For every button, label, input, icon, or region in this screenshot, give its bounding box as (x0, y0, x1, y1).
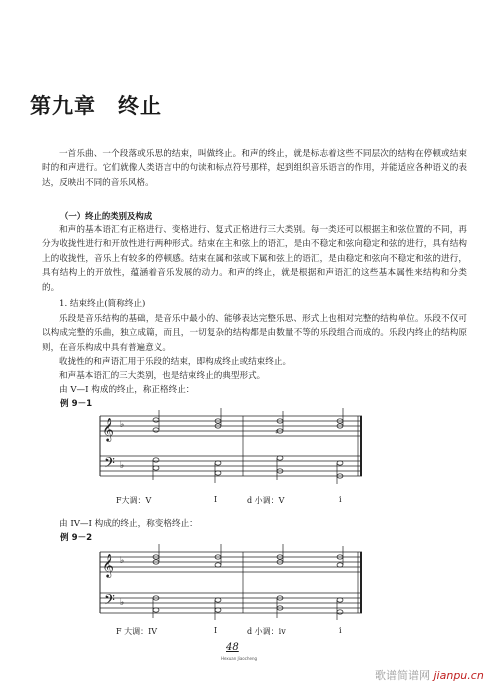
example-2-label: 例 9－2 (60, 533, 93, 543)
svg-text:♭: ♭ (120, 461, 125, 471)
example-1-f-key-label: F大调：V (116, 496, 152, 505)
intro-paragraph: 一首乐曲、一个段落或乐思的结束，叫做终止。和声的终止，就是标志着这些不同层次的结构在停顿或结束时的和声进行。它们就像人类语言中的句读和标点符号那样，起到组织音乐语言的作用，并能适应各种语义的表达，反映出不同的音乐风格。 (42, 149, 467, 188)
svg-text:𝄞: 𝄞 (102, 553, 114, 577)
closing-line-2: 和声基本语汇的三大类别，也是结束终止的典型形式。 (59, 371, 266, 381)
watermark (375, 667, 484, 683)
example-1-f-tonic-label: I (214, 495, 218, 504)
svg-text:♯: ♯ (275, 428, 279, 436)
svg-text:♭: ♭ (120, 598, 125, 608)
example-2-d-tonic-label: i (339, 626, 342, 635)
page-number: 48 (226, 642, 239, 653)
chapter-name: 终止 (118, 94, 162, 118)
example-2-d-key-label: d 小调：iv (247, 627, 286, 636)
closing-line-1: 收拢性的和声语汇用于乐段的结束，即构成终止或结束终止。 (59, 357, 292, 367)
section-heading: （一）终止的类别及构成 (60, 211, 153, 221)
plagal-cadence-line: 由 IV—I 构成的终止，称变格终止： (59, 519, 198, 529)
example-1-label: 例 9－1 (60, 399, 93, 409)
svg-text:𝄢: 𝄢 (104, 592, 115, 612)
chapter-number: 第九章 (30, 94, 96, 118)
svg-text:𝄞: 𝄞 (102, 417, 114, 441)
subheading-cadence: 1. 结束终止(简称终止) (59, 299, 146, 309)
example-2-f-tonic-label: I (214, 626, 218, 635)
svg-text:𝄢: 𝄢 (104, 455, 115, 475)
phrase-paragraph: 乐段是音乐结构的基础，是音乐中最小的、能够表达完整乐思、形式上也相对完整的结构单位。乐段不仅可以构成完整的乐曲，独立成篇，而且，一切复杂的结构都是由数量不等的乐段组合而成的。乐段内终止的结构原则，在音乐构成中具有普遍意义。 (42, 314, 467, 353)
example-2-f-key-label: F 大调：IV (116, 627, 158, 636)
authentic-cadence-line: 由 V—I 构成的终止，称正格终止： (59, 385, 195, 395)
watermark-url: jianpu.cn (433, 669, 484, 682)
example-1-d-key-label: d 小调：V (247, 496, 285, 505)
footer-book-title: Hexuan Jiaocheng (221, 656, 258, 661)
watermark-text: 歌谱简谱网 (375, 669, 430, 682)
section-paragraph: 和声的基本语汇有正格进行、变格进行、复式正格进行三大类别。每一类还可以根据主和弦位置的不同，再分为收拢性进行和开放性进行两种形式。结束在主和弦上的语汇，是由不稳定和弦向稳定和弦的进行，具有结构上的收拢性，音乐上有较多的停顿感。结束在属和弦或下属和弦上的语汇，是由稳定和弦向不稳定和弦的进行，具有结构上的开放性，蕴涵着音乐发展的动力。和声的终止，就是根据和声语汇的这些基本属性来结构和分类的。 (42, 225, 467, 293)
svg-text:♭: ♭ (120, 556, 125, 566)
example-1-d-tonic-label: i (339, 495, 342, 504)
svg-text:♭: ♭ (120, 420, 125, 430)
